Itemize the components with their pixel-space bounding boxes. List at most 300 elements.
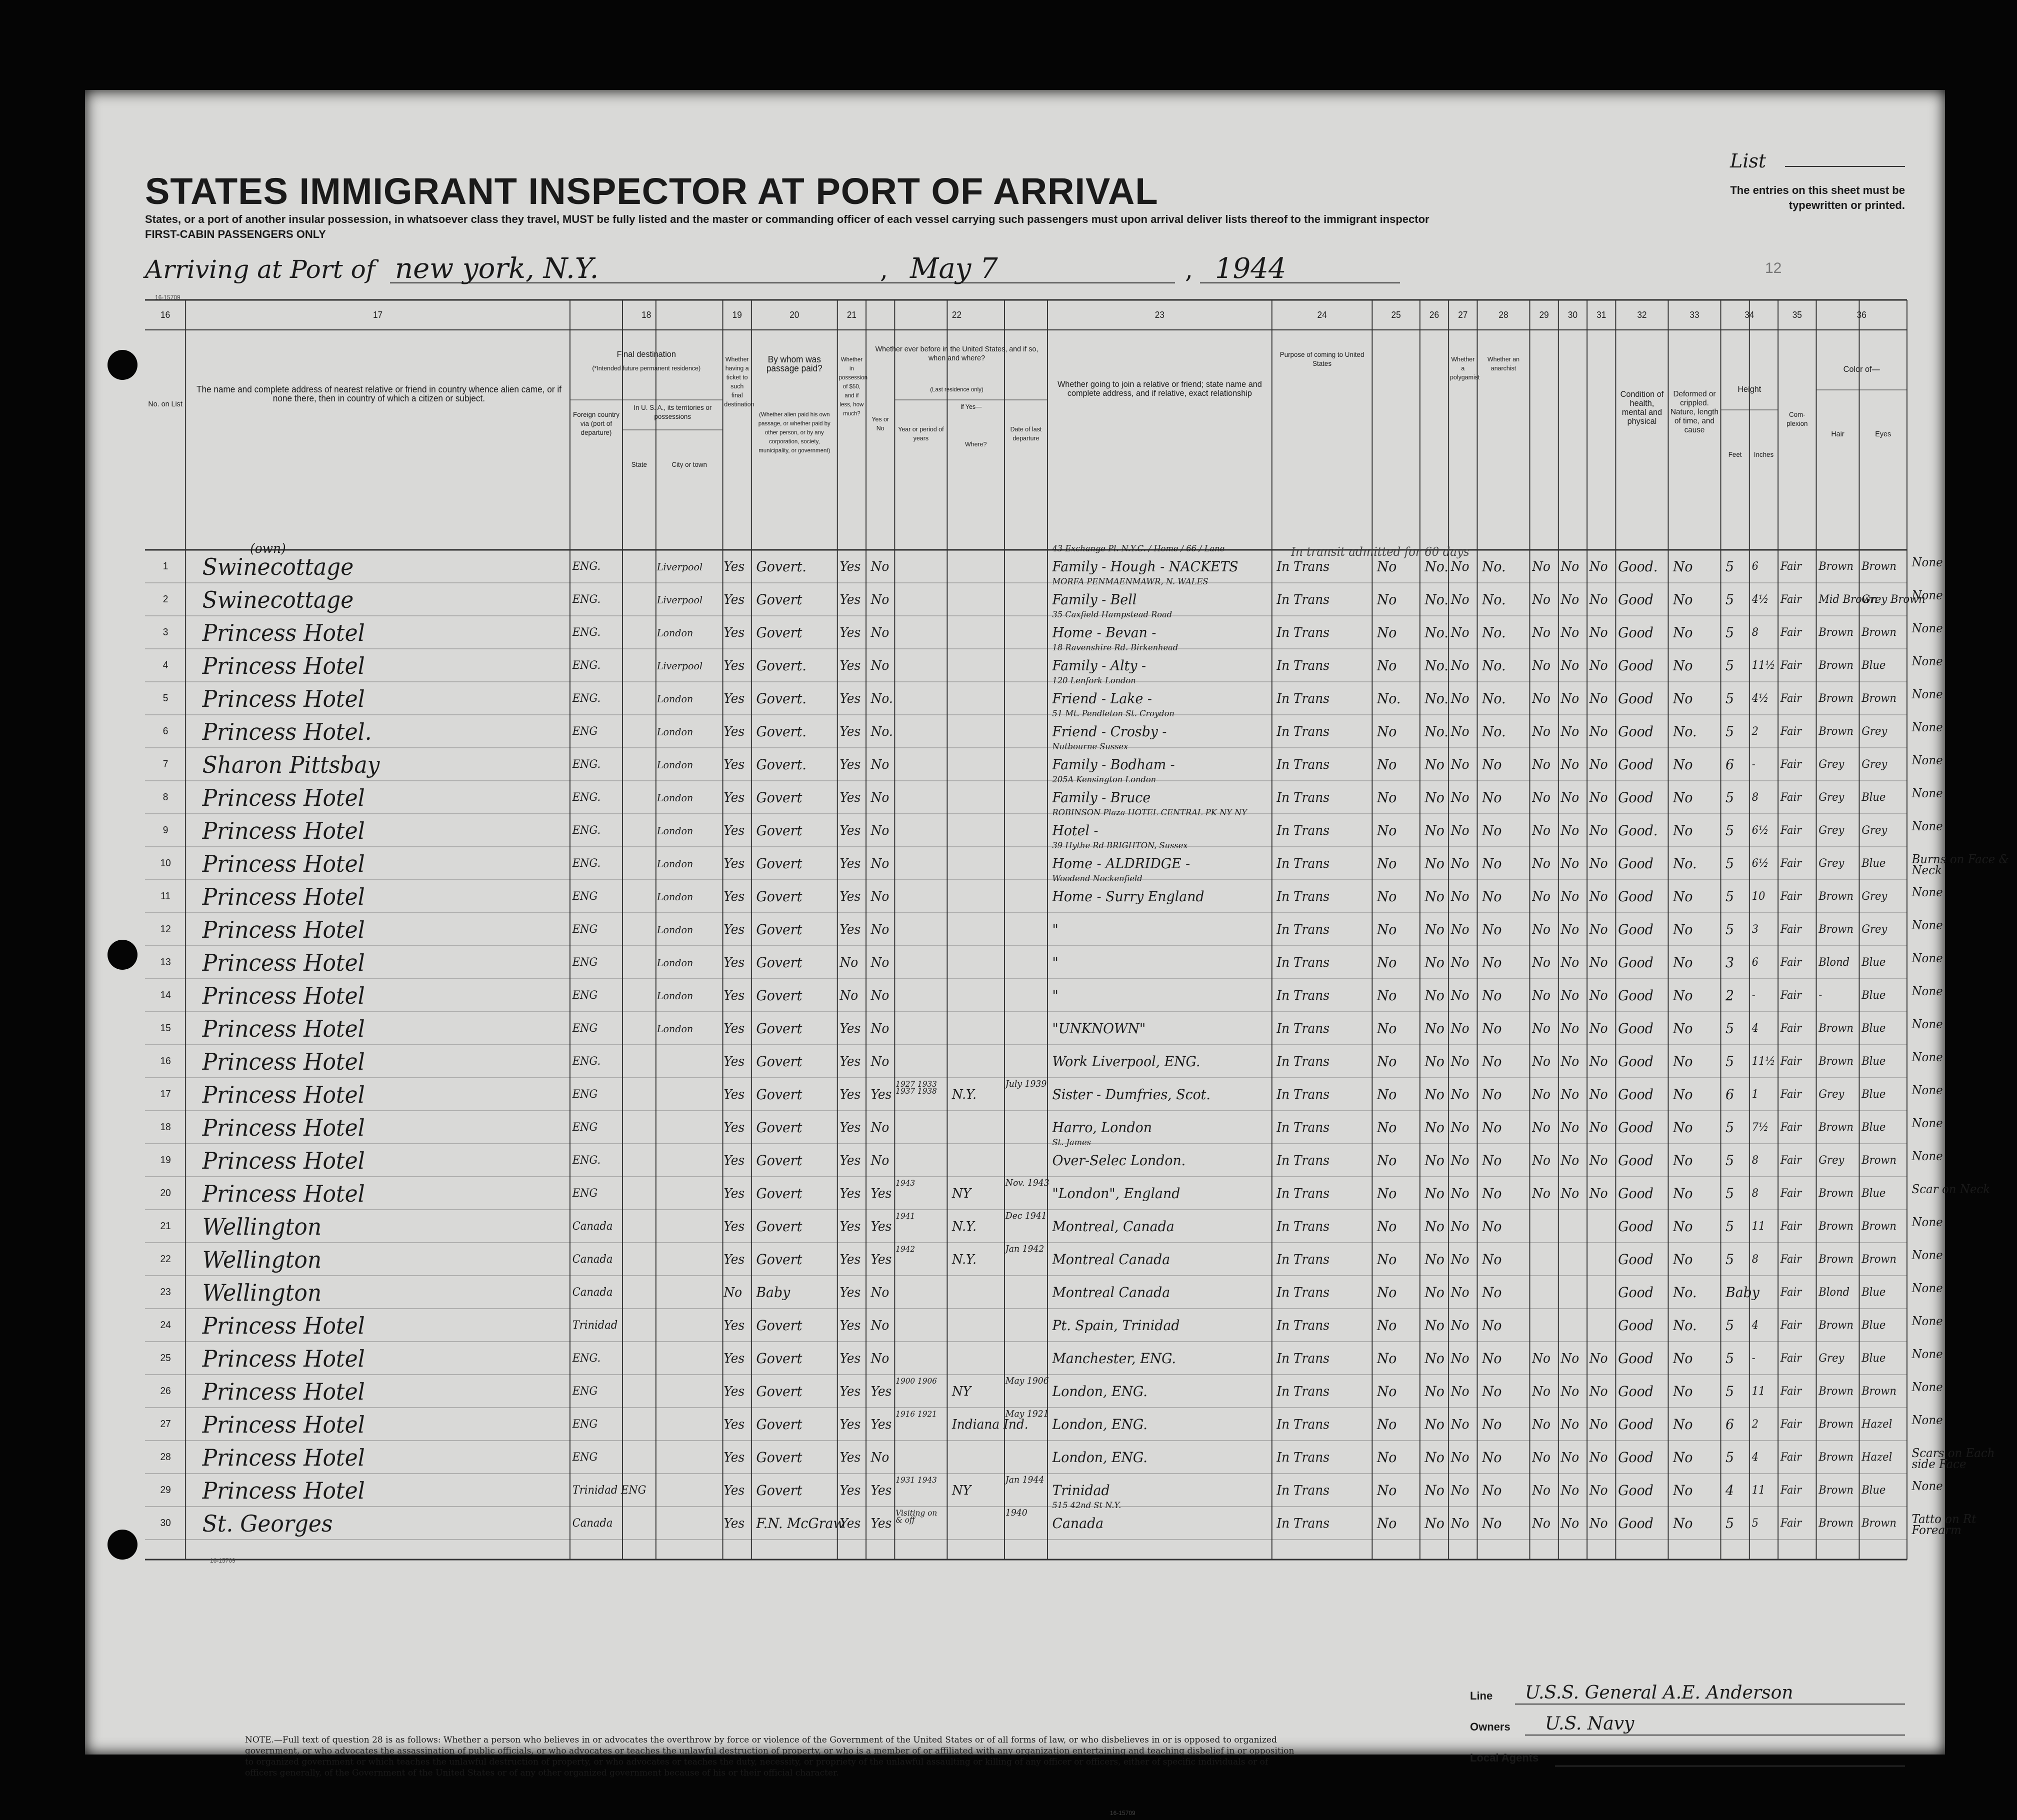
- row-years: 1900 1906: [896, 1376, 937, 1386]
- row-col28: No: [1482, 789, 1502, 806]
- row-col26: No: [1424, 1449, 1444, 1466]
- col23-header: Whether going to join a relative or friend; state name and complete address, and if relative, exact relationship: [1057, 379, 1262, 398]
- row-foreign-country: ENG: [572, 725, 598, 738]
- row-number: 6: [162, 726, 168, 737]
- row-has-50: Yes: [840, 1285, 861, 1300]
- row-going-to-join: Home - Surry England: [1052, 888, 1204, 905]
- row-col30: No: [1560, 889, 1580, 904]
- row-name: Princess Hotel: [202, 1345, 365, 1372]
- row-marks: None: [1912, 819, 1943, 833]
- row-hair: Brown: [1818, 1121, 1854, 1134]
- row-col29: No: [1532, 1186, 1550, 1201]
- row-col26: No: [1424, 1251, 1444, 1268]
- row-col31: No: [1589, 757, 1608, 772]
- row-name: Princess Hotel: [202, 982, 365, 1009]
- row-col25: No: [1376, 591, 1397, 608]
- row-ticket: Yes: [724, 1252, 745, 1267]
- row-col29: No: [1532, 757, 1550, 772]
- row-passage-paid: Govert: [756, 789, 802, 806]
- row-foreign-country: ENG: [572, 1451, 598, 1464]
- row-complexion: Fair: [1780, 1451, 1802, 1464]
- row-col30: No: [1560, 559, 1580, 574]
- column-number: 22: [952, 310, 962, 320]
- row-going-to-join: Manchester, ENG.: [1052, 1350, 1176, 1367]
- row-marks: None: [1912, 1413, 1943, 1427]
- row-ticket: Yes: [724, 1087, 745, 1102]
- row-col29: No: [1532, 625, 1550, 640]
- row-marks: None: [1912, 555, 1943, 569]
- row-deformed: No: [1673, 1416, 1693, 1433]
- table-row: [145, 775, 1943, 814]
- row-col27: No: [1450, 1384, 1470, 1399]
- row-been-before: Yes: [870, 1219, 892, 1234]
- row-col27: No: [1450, 1054, 1470, 1069]
- col34-header: Height: [1738, 384, 1762, 394]
- row-has-50: Yes: [840, 724, 861, 739]
- row-number: 16: [160, 1056, 171, 1067]
- column-number: 35: [1792, 310, 1802, 320]
- row-been-before: No.: [870, 724, 893, 739]
- row-complexion: Fair: [1780, 659, 1802, 672]
- row-going-to-join: Friend - Lake -: [1052, 690, 1152, 707]
- row-col30: No: [1560, 1120, 1580, 1135]
- row-hair: Brown: [1818, 923, 1854, 936]
- sheet-number: 12: [1765, 260, 1782, 276]
- row-col30: No: [1560, 988, 1580, 1003]
- row-purpose: In Trans: [1276, 724, 1330, 739]
- row-hair: Mid Brown: [1818, 593, 1878, 606]
- row-number: 21: [160, 1221, 171, 1232]
- row-number: 28: [160, 1452, 171, 1463]
- row-col31: No: [1589, 1087, 1608, 1102]
- row-marks: None: [1912, 951, 1943, 965]
- row-height-inches: 8: [1752, 1187, 1758, 1200]
- row-height-feet: 5: [1726, 921, 1734, 938]
- row-health: Good: [1618, 1284, 1654, 1301]
- row-col26: No: [1424, 789, 1444, 806]
- row-col30: No: [1560, 658, 1580, 673]
- row-hair: Brown: [1818, 890, 1854, 903]
- row-hair: Brown: [1818, 1187, 1854, 1200]
- row-col28: No: [1482, 1482, 1502, 1499]
- row-purpose: In Trans: [1276, 823, 1330, 838]
- row-deformed: No: [1673, 1152, 1693, 1169]
- row-join-address: ROBINSON Plaza HOTEL CENTRAL PK NY NY: [1052, 808, 1248, 818]
- row-purpose: In Trans: [1276, 1252, 1330, 1267]
- row-name: Princess Hotel: [202, 1015, 365, 1042]
- row-ticket: Yes: [724, 1318, 745, 1333]
- row-col30: No: [1560, 1186, 1580, 1201]
- row-going-to-join: Canada: [1052, 1515, 1104, 1532]
- row-col28: No: [1482, 888, 1502, 905]
- row-join-address: 18 Ravenshire Rd. Birkenhead: [1052, 643, 1178, 653]
- row-remark: In transit admitted for 60 days: [1291, 545, 1470, 559]
- row-has-50: Yes: [840, 1318, 861, 1333]
- row-eyes: Blue: [1862, 1022, 1886, 1035]
- row-eyes: Grey: [1862, 824, 1888, 837]
- row-hair: Brown: [1818, 1451, 1854, 1464]
- row-col30: No: [1560, 1384, 1580, 1399]
- table-row: [145, 1276, 1943, 1309]
- row-purpose: In Trans: [1276, 856, 1330, 871]
- row-col29: No: [1532, 724, 1550, 739]
- row-height-feet: 5: [1726, 591, 1734, 608]
- row-deformed: No: [1673, 921, 1693, 938]
- row-col26: No.: [1424, 624, 1448, 641]
- arrival-date: May 7: [910, 252, 998, 285]
- row-name: Princess Hotel: [202, 916, 365, 943]
- row-height-feet: 5: [1726, 558, 1734, 575]
- row-going-to-join: London, ENG.: [1052, 1416, 1148, 1433]
- row-has-50: Yes: [840, 1351, 861, 1366]
- row-purpose: In Trans: [1276, 1153, 1330, 1168]
- row-name: Princess Hotel: [202, 883, 365, 910]
- column-number: 28: [1498, 310, 1508, 320]
- row-where: NY: [952, 1384, 972, 1399]
- row-col31: No: [1589, 1450, 1608, 1465]
- row-hair: Brown: [1818, 1385, 1854, 1398]
- form-number: 16-15709: [1110, 1810, 1136, 1817]
- row-been-before: No: [870, 922, 890, 937]
- row-where: N.Y.: [952, 1087, 977, 1102]
- row-complexion: Fair: [1780, 824, 1802, 837]
- row-col25: No: [1376, 1416, 1397, 1433]
- row-complexion: Fair: [1780, 1253, 1802, 1266]
- row-col28: No: [1482, 1515, 1502, 1532]
- row-col31: No: [1589, 691, 1608, 706]
- row-passage-paid: Govert: [756, 1185, 802, 1202]
- row-passage-paid: Govert: [756, 624, 802, 641]
- row-hair: Brown: [1818, 1517, 1854, 1530]
- row-height-feet: 5: [1726, 624, 1734, 641]
- row-complexion: Fair: [1780, 791, 1802, 804]
- row-has-50: Yes: [840, 625, 861, 640]
- row-eyes: Grey: [1862, 725, 1888, 738]
- row-ticket: Yes: [724, 1483, 745, 1498]
- row-eyes: Blue: [1862, 1286, 1886, 1299]
- row-purpose: In Trans: [1276, 1285, 1330, 1300]
- row-eyes: Brown: [1862, 626, 1896, 639]
- row-has-50: Yes: [840, 1153, 861, 1168]
- row-health: Good: [1618, 1515, 1654, 1532]
- row-col28: No.: [1482, 624, 1506, 641]
- row-complexion: Fair: [1780, 1286, 1802, 1299]
- row-city: London: [656, 726, 694, 738]
- table-row: [145, 913, 1943, 946]
- row-height-feet: 5: [1726, 1317, 1734, 1334]
- row-deformed: No: [1673, 888, 1693, 905]
- row-col29: No: [1532, 922, 1550, 937]
- row-height-inches: 11: [1752, 1385, 1766, 1398]
- row-col25: No: [1376, 954, 1397, 971]
- row-marks: None: [1912, 1347, 1943, 1361]
- row-marks: Tatto on Rt Forearm: [1912, 1512, 1976, 1537]
- table-row: [145, 841, 2009, 880]
- row-name: Princess Hotel: [202, 652, 365, 679]
- row-going-to-join: Montreal Canada: [1052, 1284, 1170, 1301]
- manifest-table: [145, 300, 2009, 1550]
- row-health: Good: [1618, 954, 1654, 971]
- row-has-50: Yes: [840, 922, 861, 937]
- row-eyes: Blue: [1862, 1484, 1886, 1497]
- row-height-feet: 6: [1726, 1416, 1734, 1433]
- row-number: 19: [160, 1155, 171, 1166]
- row-number: 23: [160, 1287, 171, 1298]
- row-col29: No: [1532, 691, 1550, 706]
- col22-if-yes: If Yes—: [960, 403, 982, 410]
- row-going-to-join: Family - Alty -: [1052, 657, 1146, 674]
- row-col31: No: [1589, 1417, 1608, 1432]
- row-name: Princess Hotel: [202, 1477, 365, 1504]
- row-height-feet: 5: [1726, 1152, 1734, 1169]
- row-deformed: No: [1673, 1449, 1693, 1466]
- row-height-inches: 4: [1752, 1319, 1758, 1332]
- row-col30: No: [1560, 1054, 1580, 1069]
- row-has-50: Yes: [840, 1384, 861, 1399]
- row-marks: None: [1912, 786, 1943, 800]
- row-deformed: No: [1673, 987, 1693, 1004]
- row-col30: No: [1560, 1153, 1580, 1168]
- row-departure-date: Dec 1941: [1005, 1211, 1047, 1221]
- row-foreign-country: ENG.: [572, 1154, 601, 1167]
- row-col31: No: [1589, 922, 1608, 937]
- row-passage-paid: Govert: [756, 1152, 802, 1169]
- row-health: Good: [1618, 1053, 1654, 1070]
- row-col31: No: [1589, 559, 1608, 574]
- row-going-to-join: "UNKNOWN": [1052, 1020, 1146, 1037]
- column-number: 19: [732, 310, 742, 320]
- row-has-50: Yes: [840, 1021, 861, 1036]
- row-years: 1941: [896, 1211, 916, 1221]
- row-col26: No: [1424, 888, 1444, 905]
- row-has-50: Yes: [840, 691, 861, 706]
- row-ticket: Yes: [724, 1417, 745, 1432]
- row-marks: None: [1912, 984, 1943, 998]
- row-name: Swinecottage: [202, 586, 354, 613]
- row-eyes: Blue: [1862, 857, 1886, 870]
- row-eyes: Blue: [1862, 1121, 1886, 1134]
- row-going-to-join: ": [1052, 987, 1058, 1004]
- row-hair: Brown: [1818, 725, 1854, 738]
- col18-note: (*Intended future permanent residence): [592, 364, 701, 372]
- row-deformed: No: [1673, 1515, 1693, 1532]
- subtitle: States, or a port of another insular possession, in whatsoever class they travel, MUST be fully listed and the master or commanding officer of each vessel carrying such passengers must upon arrival deliver lists thereof to the immigrant inspector: [145, 213, 1430, 225]
- row-purpose: In Trans: [1276, 1351, 1330, 1366]
- table-row: [145, 1474, 1943, 1507]
- manifest-sheet: [85, 90, 2009, 1817]
- row-col31: No: [1589, 1021, 1608, 1036]
- row-complexion: Fair: [1780, 1484, 1802, 1497]
- row-complexion: Fair: [1780, 1352, 1802, 1365]
- row-going-to-join: London, ENG.: [1052, 1449, 1148, 1466]
- row-ticket: Yes: [724, 757, 745, 772]
- row-complexion: Fair: [1780, 1088, 1802, 1101]
- row-city: London: [656, 858, 694, 870]
- col18-city: City or town: [672, 460, 707, 468]
- row-years: 1931 1943: [896, 1475, 937, 1485]
- row-has-50: Yes: [840, 1252, 861, 1267]
- row-height-inches: 11½: [1752, 659, 1776, 672]
- row-hair: Brown: [1818, 1484, 1854, 1497]
- row-ticket: Yes: [724, 790, 745, 805]
- row-col25: No.: [1376, 690, 1401, 707]
- row-number: 7: [162, 759, 168, 770]
- row-years: Visiting on & off: [896, 1508, 938, 1525]
- row-col31: No: [1589, 889, 1608, 904]
- column-number: 21: [846, 310, 856, 320]
- row-purpose: In Trans: [1276, 1450, 1330, 1465]
- row-col28: No: [1482, 987, 1502, 1004]
- row-col31: No: [1589, 1384, 1608, 1399]
- row-complexion: Fair: [1780, 956, 1802, 969]
- form-number: 16-15709: [155, 294, 180, 301]
- row-passage-paid: Govert: [756, 1317, 802, 1334]
- row-ticket: Yes: [724, 988, 745, 1003]
- row-col29: No: [1532, 1384, 1550, 1399]
- row-col27: No: [1450, 592, 1470, 607]
- row-ticket: Yes: [724, 592, 745, 607]
- row-been-before: No: [870, 1450, 890, 1465]
- row-ticket: Yes: [724, 1351, 745, 1366]
- row-complexion: Fair: [1780, 1022, 1802, 1035]
- row-col25: No: [1376, 1284, 1397, 1301]
- row-going-to-join: Montreal Canada: [1052, 1251, 1170, 1268]
- row-passage-paid: Govert: [756, 591, 802, 608]
- row-complexion: Fair: [1780, 1154, 1802, 1167]
- row-col28: No.: [1482, 657, 1506, 674]
- col22-note: (Last residence only): [930, 386, 984, 393]
- row-col27: No: [1450, 1417, 1470, 1432]
- row-foreign-country: ENG.: [572, 1055, 601, 1068]
- row-col27: No: [1450, 856, 1470, 871]
- row-health: Good: [1618, 723, 1654, 740]
- col34-feet: Feet: [1728, 450, 1742, 458]
- row-col28: No: [1482, 1449, 1502, 1466]
- row-passage-paid: Govert: [756, 822, 802, 839]
- col18-foreign-country: Foreign country via (port of departure): [573, 410, 620, 436]
- row-city: Liverpool: [656, 594, 703, 606]
- row-passage-paid: Govert: [756, 1350, 802, 1367]
- row-col28: No: [1482, 1317, 1502, 1334]
- row-height-feet: 6: [1726, 756, 1734, 773]
- col33-header: Deformed or crippled. Nature, length of time, and cause: [1670, 390, 1718, 434]
- row-name: Princess Hotel: [202, 1147, 365, 1174]
- row-deformed: No: [1673, 690, 1693, 707]
- row-purpose: In Trans: [1276, 889, 1330, 904]
- row-going-to-join: Home - Bevan -: [1052, 624, 1156, 641]
- row-ticket: Yes: [724, 1120, 745, 1135]
- row-passage-paid: Govert: [756, 1053, 802, 1070]
- row-name: Sharon Pittsbay: [202, 751, 380, 778]
- col22-where: Where?: [964, 440, 987, 448]
- row-col30: No: [1560, 1516, 1580, 1531]
- row-passage-paid: Govert.: [756, 558, 806, 575]
- row-col26: No: [1424, 1515, 1444, 1532]
- row-col26: No: [1424, 954, 1444, 971]
- row-col25: No: [1376, 1317, 1397, 1334]
- row-number: 11: [160, 891, 170, 902]
- row-col26: No: [1424, 1185, 1444, 1202]
- row-name: St. Georges: [202, 1510, 333, 1537]
- row-col27: No: [1450, 1285, 1470, 1300]
- col22-date: Date of last departure: [1010, 425, 1042, 442]
- row-city: London: [656, 1023, 694, 1035]
- row-health: Good: [1618, 1251, 1654, 1268]
- row-col26: No.: [1424, 723, 1448, 740]
- row-join-address: 35 Caxfield Hampstead Road: [1052, 610, 1172, 620]
- row-passage-paid: Baby: [756, 1284, 790, 1301]
- row-col25: No: [1376, 1053, 1397, 1070]
- row-col31: No: [1589, 955, 1608, 970]
- row-col30: No: [1560, 823, 1580, 838]
- row-col31: No: [1589, 1483, 1608, 1498]
- row-height-feet: 5: [1726, 855, 1734, 872]
- row-height-feet: 5: [1726, 1020, 1734, 1037]
- row-purpose: In Trans: [1276, 592, 1330, 607]
- row-height-inches: 6½: [1752, 824, 1769, 837]
- row-going-to-join: Over-Selec London.: [1052, 1152, 1186, 1169]
- row-col25: No: [1376, 1350, 1397, 1367]
- row-has-50: Yes: [840, 889, 861, 904]
- row-col29: No: [1532, 1120, 1550, 1135]
- col22-yes-no: Yes or No: [872, 415, 890, 432]
- row-complexion: Fair: [1780, 758, 1802, 771]
- row-city: London: [656, 825, 694, 837]
- row-ticket: Yes: [724, 889, 745, 904]
- row-col28: No: [1482, 1350, 1502, 1367]
- row-purpose: In Trans: [1276, 922, 1330, 937]
- row-going-to-join: Family - Bell: [1052, 591, 1137, 608]
- row-where: N.Y.: [952, 1252, 977, 1267]
- row-deformed: No.: [1673, 723, 1697, 740]
- row-number: 5: [162, 693, 168, 704]
- row-passage-paid: Govert: [756, 1218, 802, 1235]
- row-eyes: Blue: [1862, 1187, 1886, 1200]
- punch-hole: [108, 350, 138, 380]
- row-col25: No: [1376, 822, 1397, 839]
- row-height-feet: 5: [1726, 1383, 1734, 1400]
- col34-inches: Inches: [1754, 450, 1774, 458]
- row-col29: No: [1532, 889, 1550, 904]
- row-passage-paid: Govert: [756, 888, 802, 905]
- row-been-before: Yes: [870, 1516, 892, 1531]
- row-departure-date: May 1921: [1005, 1409, 1049, 1419]
- row-col28: No: [1482, 855, 1502, 872]
- row-col26: No: [1424, 1053, 1444, 1070]
- row-foreign-country: ENG: [572, 1088, 598, 1101]
- row-height-feet: 5: [1726, 1218, 1734, 1235]
- row-eyes: Hazel: [1862, 1418, 1892, 1431]
- row-col26: No.: [1424, 591, 1448, 608]
- row-purpose: In Trans: [1276, 1087, 1330, 1102]
- row-col31: No: [1589, 658, 1608, 673]
- row-complexion: Fair: [1780, 1418, 1802, 1431]
- row-col27: No: [1450, 922, 1470, 937]
- column-number: 16: [160, 310, 170, 320]
- row-health: Good: [1618, 855, 1654, 872]
- row-been-before: No: [870, 1054, 890, 1069]
- row-height-feet: 5: [1726, 888, 1734, 905]
- column-number: 25: [1391, 310, 1401, 320]
- row-join-address: 43 Exchange Pl. N.Y.C. / Home / 66 / Lane: [1052, 544, 1225, 554]
- row-eyes: Blue: [1862, 956, 1886, 969]
- row-complexion: Fair: [1780, 1121, 1802, 1134]
- table-row: [145, 577, 1943, 616]
- row-number: 2: [162, 594, 168, 605]
- row-going-to-join: Family - Hough - NACKETS: [1052, 558, 1238, 575]
- row-going-to-join: Trinidad: [1052, 1482, 1110, 1499]
- row-city: London: [656, 957, 694, 969]
